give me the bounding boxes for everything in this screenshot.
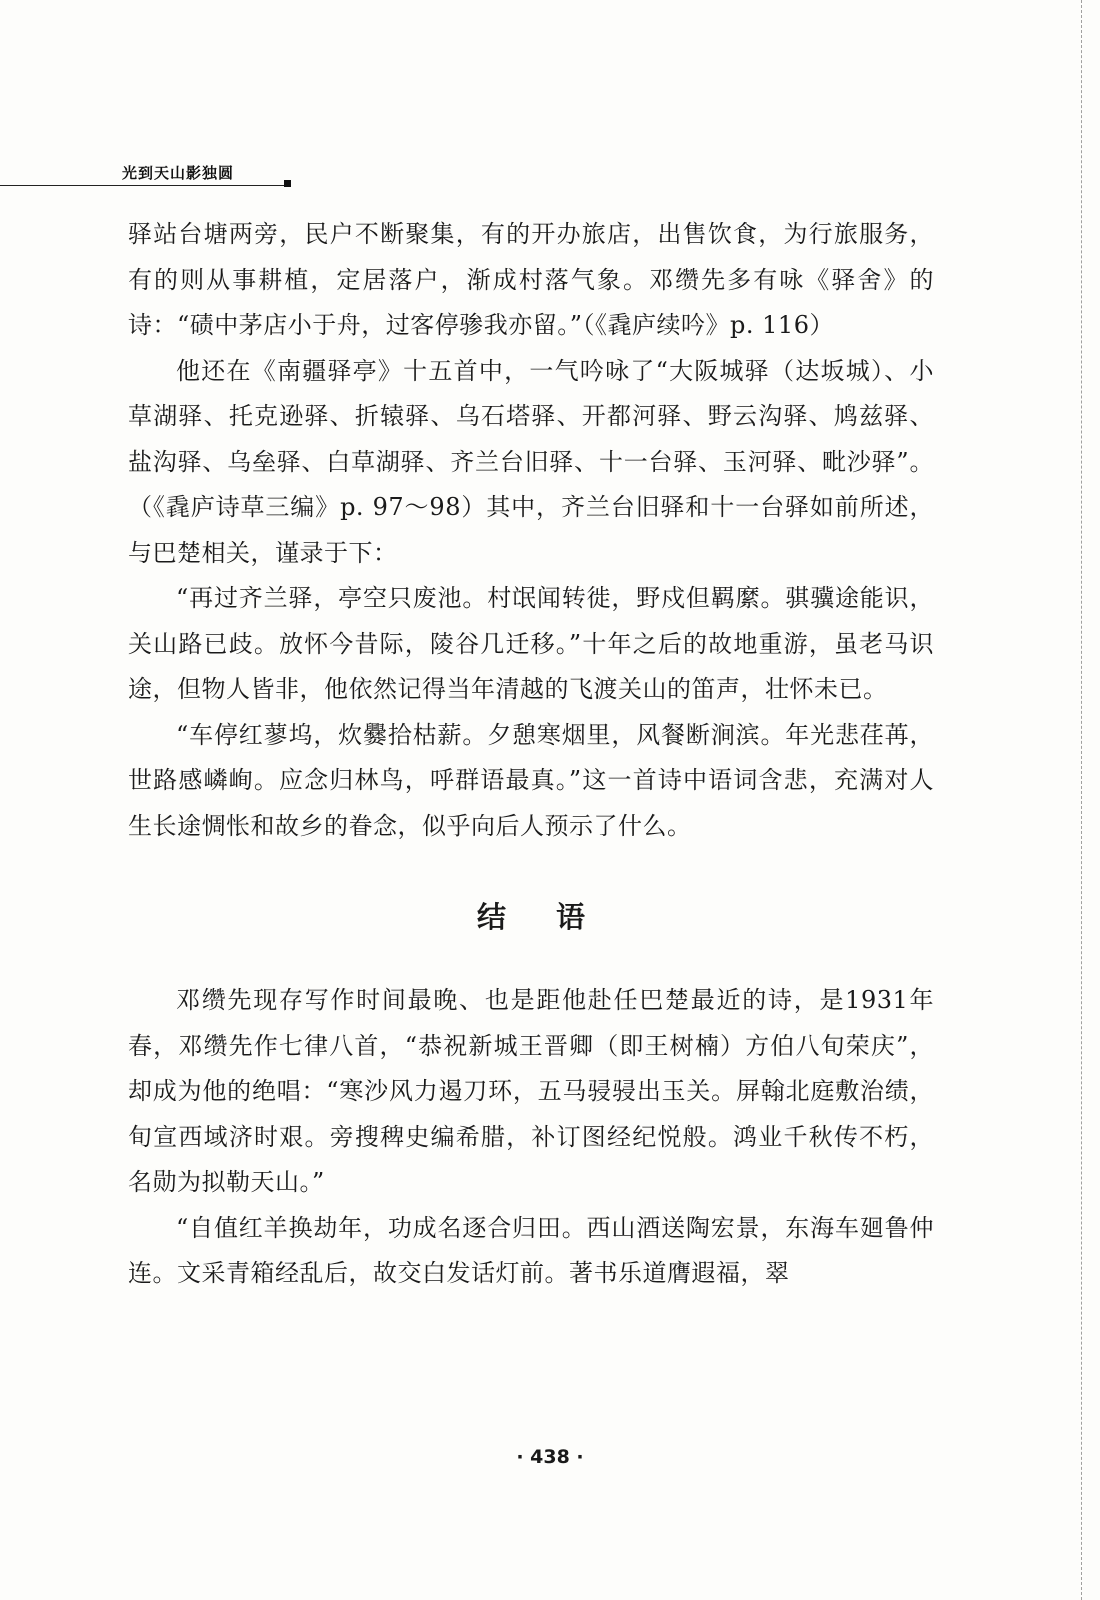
paragraphs-after-section — [128, 978, 934, 1297]
body-text — [128, 212, 934, 1297]
paragraph: 他还在《南疆驿亭》十五首中，一气吟咏了“大阪城驿（达坂城）、小草湖驿、托克逊驿、折辕驿、乌石塔驿、开都河驿、野云沟驿、鸠兹驿、盐沟驿、乌垒驿、白草湖驿、齐兰台旧驿、十一台驿、玉河驿、毗沙驿”。（《毳庐诗草三编》p. 97～98）其中，齐兰台旧驿和十一台驿如前所述，与巴楚相关，谨录于下： — [128, 356, 934, 567]
paragraphs-before-section — [128, 212, 934, 849]
page-number: · 438 · — [516, 1446, 584, 1468]
paragraph: “再过齐兰驿，亭空只废池。村氓闻转徙，野戍但羁縻。骐骥途能识，关山路已歧。放怀今昔际，陵谷几迁移。”十年之后的故地重游，虽老马识途，但物人皆非，他依然记得当年清越的飞渡关山的笛声，壮怀未已。 — [128, 584, 934, 703]
paragraph: 驿站台塘两旁，民户不断聚集，有的开办旅店，出售饮食，为行旅服务，有的则从事耕植，定居落户，渐成村落气象。邓缵先多有咏《驿舍》的诗：“碛中茅店小于舟，过客停骖我亦留。”（《毳庐续吟》p. 116） — [128, 220, 934, 339]
running-head: 光到天山影独圆 — [122, 164, 235, 182]
paragraph: “自值红羊换劫年，功成名逐合归田。西山酒送陶宏景，东海车廻鲁仲连。文采青箱经乱后，故交白发话灯前。著书乐道膺遐福，翠 — [128, 1213, 934, 1287]
paragraph: “车停红蓼坞，炊爨拾枯薪。夕憩寒烟里，风餐断涧滨。年光悲荏苒，世路感嶙峋。应念归林鸟，呼群语最真。”这一首诗中语词含悲，充满对人生长途惆怅和故乡的眷念，似乎向后人预示了什么。 — [128, 720, 934, 840]
header-rule — [0, 185, 286, 186]
paragraph: 邓缵先现存写作时间最晚、也是距他赴任巴楚最近的诗，是1931年春，邓缵先作七律八首，“恭祝新城王晋卿（即王树楠）方伯八旬荣庆”，却成为他的绝唱：“寒沙风力遏刀环，五马骎骎出玉关。屏翰北庭敷治绩，旬宣西域济时艰。旁搜稗史编希腊，补订图经纪悦般。鸿业千秋传不朽，名勋为拟勒天山。” — [128, 986, 934, 1196]
section-title: 结 语 — [476, 900, 606, 934]
scan-edge-marks — [1078, 0, 1082, 1600]
header-square-mark — [284, 180, 291, 187]
